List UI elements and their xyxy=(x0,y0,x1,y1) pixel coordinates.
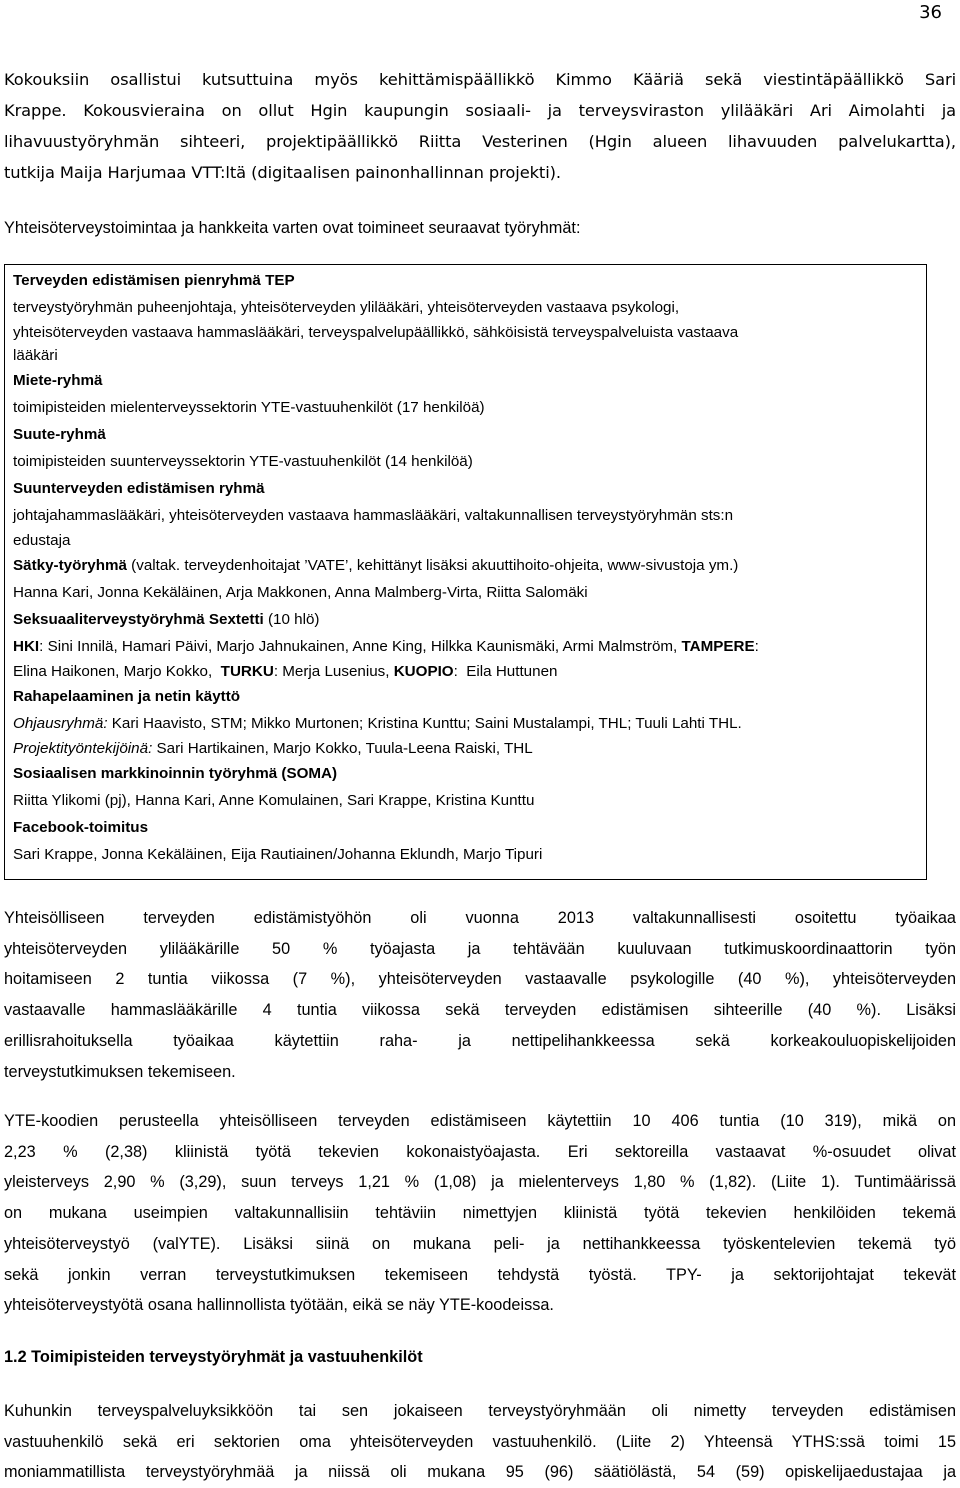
text-line: lihavuustyöryhmän sihteeri, projektipäällikkö Riitta Vesterinen (Hgin alueen lihavuuden palvelukartta), xyxy=(4,132,956,151)
group-members: toimipisteiden mielenterveyssektorin YTE-vastuuhenkilöt (17 henkilöä) xyxy=(13,399,485,416)
text-line: on mukana useimpien valtakunnallisiin tehtäviin nimettyjen kliinistä työtä tekevien henkilöiden tekemä xyxy=(4,1204,956,1223)
group-title-text: Seksuaaliterveystyöryhmä Sextetti xyxy=(13,611,264,628)
group-title-miete: Miete-ryhmä xyxy=(13,372,103,389)
section-heading: 1.2 Toimipisteiden terveystyöryhmät ja vastuuhenkilöt xyxy=(4,1348,423,1366)
text-line: tutkija Maija Harjumaa VTT:ltä (digitaalisen painonhallinnan projekti). xyxy=(4,163,561,182)
group-title-suute: Suute-ryhmä xyxy=(13,426,106,443)
group-members: edustaja xyxy=(13,532,71,549)
group-members: Hanna Kari, Jonna Kekäläinen, Arja Makkonen, Anna Malmberg-Virta, Riitta Salomäki xyxy=(13,584,588,601)
group-title-suunterveys: Suunterveyden edistämisen ryhmä xyxy=(13,480,265,497)
group-members: Sari Krappe, Jonna Kekäläinen, Eija Rautiainen/Johanna Eklundh, Marjo Tipuri xyxy=(13,846,543,863)
group-title-sextetti xyxy=(13,606,926,633)
role-label: Projektityöntekijöinä: xyxy=(13,740,153,757)
group-title-rahapelaaminen: Rahapelaaminen ja netin käyttö xyxy=(13,688,241,705)
members-text: : Eila Huttunen xyxy=(453,663,558,680)
group-members: Riitta Ylikomi (pj), Hanna Kari, Anne Komulainen, Sari Krappe, Kristina Kunttu xyxy=(13,792,535,809)
group-members xyxy=(13,710,926,737)
group-title-satky xyxy=(13,552,926,579)
text-line: hoitamiseen 2 tuntia viikossa (7 %), yhteisöterveyden vastaavalle psykologille (40 %), yhteisöterveyden xyxy=(4,970,956,989)
paragraph-health-teams xyxy=(4,1396,956,1488)
city-label: TAMPERE xyxy=(681,638,755,655)
page-number: 36 xyxy=(919,2,942,23)
text-line: 2,23 % (2,38) kliinistä työtä tekevien kokonaistyöajasta. Eri sektoreilla vastaavat %-osuudet olivat xyxy=(4,1142,956,1161)
group-title-facebook: Facebook-toimitus xyxy=(13,819,149,836)
city-label: HKI xyxy=(13,638,40,655)
paragraph-meeting-attendees xyxy=(4,64,956,188)
members-text: Elina Haikonen, Marjo Kokko, xyxy=(13,663,221,680)
paragraph-working-time xyxy=(4,903,956,1087)
text-line: sekä jonkin verran terveystutkimuksen tekemiseen tehdystä työstä. TPY- ja sektorijohtajat tekevät xyxy=(4,1265,956,1284)
group-members: terveystyöryhmän puheenjohtaja, yhteisöterveyden ylilääkäri, yhteisöterveyden vastaava psykologi, xyxy=(13,299,680,316)
group-note: (valtak. terveydenhoitajat ’VATE’, kehittänyt lisäksi akuuttihoito-ohjeita, www-sivustoja ym.) xyxy=(126,557,739,574)
group-title-tep: Terveyden edistämisen pienryhmä TEP xyxy=(13,272,295,289)
text-line: erillisrahoituksella työaikaa käytettiin raha- ja nettipelihankkeessa sekä korkeakouluopiskelijoiden xyxy=(4,1031,956,1050)
text-line: Yhteisölliseen terveyden edistämistyöhön oli vuonna 2013 valtakunnallisesti osoitettu työaikaa xyxy=(4,909,956,927)
members-text: : Sini Innilä, Hamari Päivi, Marjo Jahnukainen, Anne King, Hilkka Kaunismäki, Armi Malmström, xyxy=(39,638,682,655)
members-text: Kari Haavisto, STM; Mikko Murtonen; Kristina Kunttu; Saini Mustalampi, THL; Tuuli Lahti THL. xyxy=(107,715,742,732)
text-line: yhteisöterveyden ylilääkärille 50 % työajasta ja tehtävään kuuluvaan tutkimuskoordinaattorin työn xyxy=(4,939,956,958)
text-line: yhteisöterveystyötä osana hallinnollista työtään, eikä se näy YTE-koodeissa. xyxy=(4,1296,554,1315)
group-members xyxy=(13,660,926,683)
text-line: YTE-koodien perusteella yhteisölliseen terveyden edistämiseen käytettiin 10 406 tuntia (10 319), mikä on xyxy=(4,1112,956,1130)
role-label: Ohjausryhmä: xyxy=(13,715,108,732)
text-line: terveystutkimuksen tekemiseen. xyxy=(4,1062,236,1081)
group-members: toimipisteiden suunterveyssektorin YTE-vastuuhenkilöt (14 henkilöä) xyxy=(13,453,473,470)
working-groups-intro: Yhteisöterveystoimintaa ja hankkeita varten ovat toimineet seuraavat työryhmät: xyxy=(4,219,581,237)
text-line: Kokouksiin osallistui kutsuttuina myös kehittämispäällikkö Kimmo Kääriä sekä viestintäpäällikkö Sari xyxy=(4,70,956,89)
text-line: vastuuhenkilö sekä eri sektorien oma yhteisöterveyden vastuuhenkilö. (Liite 2) Yhteensä YTHS:ssä toimi 15 xyxy=(4,1432,956,1451)
city-label: TURKU xyxy=(220,663,274,680)
group-members xyxy=(13,633,926,660)
city-label: KUOPIO xyxy=(393,663,454,680)
members-text: : xyxy=(754,638,759,655)
members-text: Sari Hartikainen, Marjo Kokko, Tuula-Leena Raiski, THL xyxy=(152,740,533,757)
text-line: vastaavalle hammaslääkärille 4 tuntia viikossa sekä terveyden edistämisen sihteerille (40 %). Lisäksi xyxy=(4,1001,956,1020)
text-line: yleisterveys 2,90 % (3,29), suun terveys 1,21 % (1,08) ja mielenterveys 1,80 % (1,82). (Liite 1). Tuntimäärissä xyxy=(4,1173,956,1192)
group-members: johtajahammaslääkäri, yhteisöterveyden vastaava hammaslääkäri, valtakunnallisen terveystyöryhmän sts:n xyxy=(13,507,734,524)
group-members: yhteisöterveyden vastaava hammaslääkäri, terveyspalvelupäällikkö, sähköisistä terveyspalveluista vastaava xyxy=(13,324,739,341)
members-text: : Merja Lusenius, xyxy=(273,663,394,680)
group-title-soma: Sosiaalisen markkinoinnin työryhmä (SOMA) xyxy=(13,765,338,782)
group-title-text: Sätky-työryhmä xyxy=(13,557,127,574)
text-line: Kuhunkin terveyspalveluyksikköön tai sen jokaiseen terveystyöryhmään oli nimetty terveyden edistämisen xyxy=(4,1402,956,1420)
text-line: moniammatillista terveystyöryhmää ja niissä oli mukana 95 (96) säätiölästä, 54 (59) opiskelijaedustajaa ja xyxy=(4,1463,956,1482)
working-groups-box xyxy=(4,264,927,880)
group-note: (10 hlö) xyxy=(263,611,320,628)
text-line: yhteisöterveystyö (valYTE). Lisäksi siinä on mukana peli- ja nettihankkeessa työskentelevien tekemä työ xyxy=(4,1234,956,1253)
group-members xyxy=(13,737,926,760)
text-line: Krappe. Kokousvieraina on ollut Hgin kaupungin sosiaali- ja terveysviraston ylilääkäri Ari Aimolahti ja xyxy=(4,101,956,120)
group-members: lääkäri xyxy=(13,347,58,364)
paragraph-yte-codes xyxy=(4,1106,956,1321)
